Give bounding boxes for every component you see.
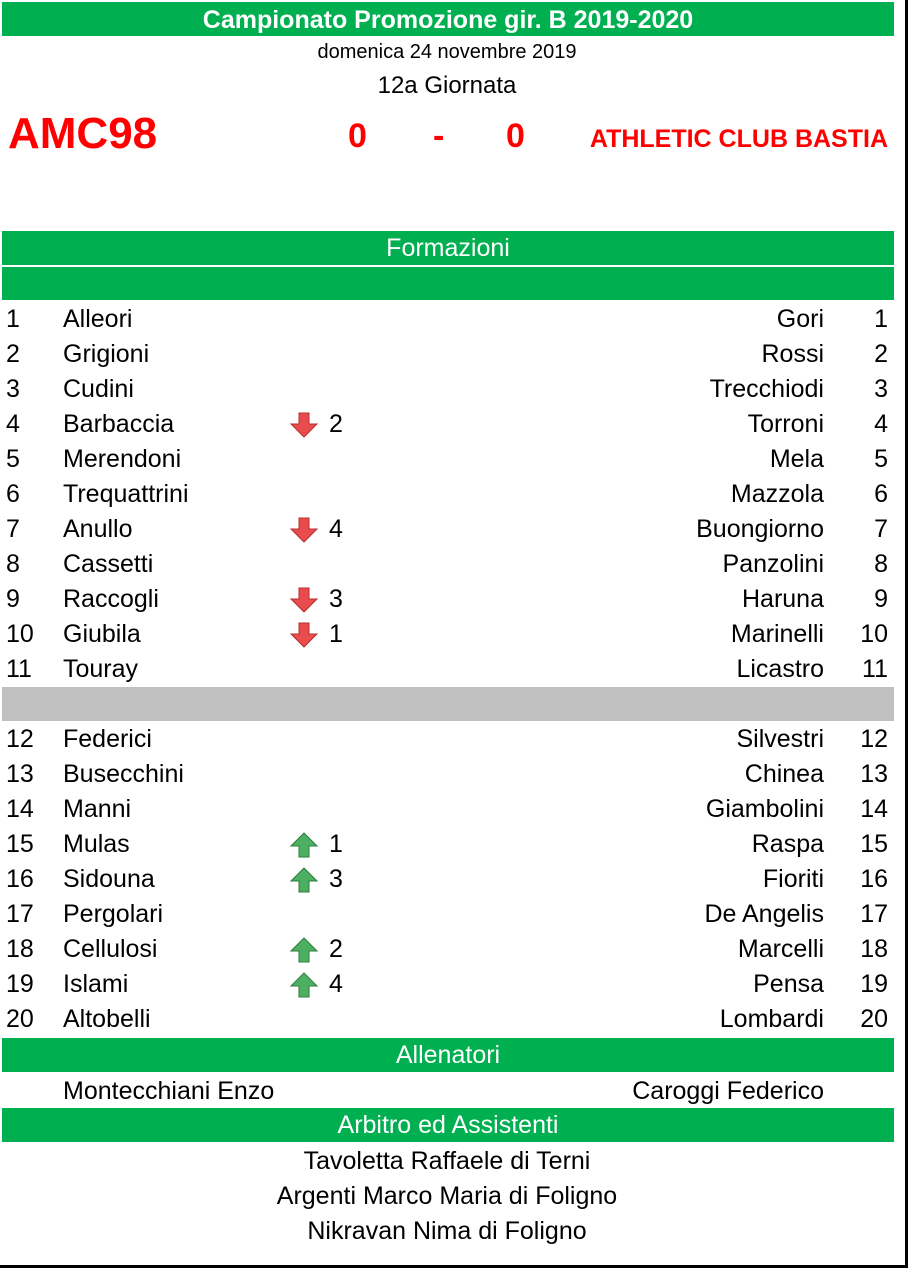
home-player-name: Touray [63, 655, 139, 683]
home-player-number: 19 [6, 970, 34, 998]
away-player-name: Licastro [736, 655, 824, 683]
substitution-number: 4 [329, 970, 343, 998]
away-player-name: Trecchiodi [709, 375, 824, 403]
home-player-name: Grigioni [63, 340, 150, 368]
home-coach: Montecchiani Enzo [63, 1077, 275, 1105]
match-round: 12a Giornata [377, 72, 517, 99]
away-player-number: 9 [874, 585, 888, 613]
home-player-name: Giubila [63, 620, 141, 648]
substitution-number: 2 [329, 935, 343, 963]
away-player-name: Lombardi [719, 1005, 824, 1033]
away-player-number: 10 [860, 620, 888, 648]
home-player-number: 2 [6, 340, 20, 368]
home-player-number: 14 [6, 795, 34, 823]
away-player-name: Torroni [747, 410, 824, 438]
away-player-number: 3 [874, 375, 888, 403]
home-player-number: 3 [6, 375, 20, 403]
home-player-number: 17 [6, 900, 34, 928]
home-player-name: Busecchini [63, 760, 184, 788]
away-player-name: Mela [769, 445, 824, 473]
assistant-referee-2: Nikravan Nima di Foligno [307, 1217, 587, 1245]
away-player-name: Marinelli [730, 620, 824, 648]
home-player-name: Sidouna [63, 865, 155, 893]
away-player-number: 18 [860, 935, 888, 963]
away-player-name: Raspa [751, 830, 824, 858]
lineup-separator [2, 687, 894, 721]
lineup-row [0, 302, 908, 337]
away-player-number: 2 [874, 340, 888, 368]
home-player-number: 13 [6, 760, 34, 788]
away-player-number: 20 [860, 1005, 888, 1033]
home-player-number: 16 [6, 865, 34, 893]
away-player-number: 15 [860, 830, 888, 858]
home-player-number: 4 [6, 410, 20, 438]
away-player-number: 7 [874, 515, 888, 543]
home-player-number: 20 [6, 1005, 34, 1033]
home-player-number: 6 [6, 480, 20, 508]
away-player-number: 1 [874, 305, 888, 333]
away-player-name: Mazzola [730, 480, 824, 508]
away-score: 0 [506, 117, 525, 155]
away-player-name: Giambolini [705, 795, 824, 823]
home-player-number: 1 [6, 305, 20, 333]
home-team-name: AMC98 [8, 109, 158, 158]
lineup-row [0, 652, 908, 687]
home-player-name: Anullo [63, 515, 133, 543]
championship-title: Campionato Promozione gir. B 2019-2020 [2, 2, 894, 36]
home-player-number: 12 [6, 725, 34, 753]
home-player-name: Cassetti [63, 550, 154, 578]
away-player-name: Panzolini [722, 550, 824, 578]
away-player-number: 14 [860, 795, 888, 823]
away-player-name: Silvestri [736, 725, 824, 753]
substitution-number: 3 [329, 585, 343, 613]
lineup-row [0, 372, 908, 407]
away-player-number: 8 [874, 550, 888, 578]
away-player-number: 19 [860, 970, 888, 998]
home-player-number: 9 [6, 585, 20, 613]
home-player-name: Pergolari [63, 900, 164, 928]
section-allenatori: Allenatori [2, 1038, 894, 1072]
home-player-number: 18 [6, 935, 34, 963]
away-player-name: Gori [776, 305, 824, 333]
home-player-name: Mulas [63, 830, 130, 858]
lineup-row [0, 512, 908, 547]
lineup-row [0, 722, 908, 757]
home-player-name: Federici [63, 725, 152, 753]
home-player-number: 10 [6, 620, 34, 648]
substitution-number: 3 [329, 865, 343, 893]
lineup-row [0, 337, 908, 372]
away-player-name: Fioriti [762, 865, 824, 893]
substitution-number: 4 [329, 515, 343, 543]
away-player-number: 13 [860, 760, 888, 788]
away-coach: Caroggi Federico [632, 1077, 824, 1105]
home-player-name: Trequattrini [63, 480, 189, 508]
away-player-name: Pensa [753, 970, 824, 998]
lineup-row [0, 967, 908, 1002]
lineup-row [0, 1002, 908, 1037]
score-separator: - [433, 117, 445, 155]
away-player-number: 16 [860, 865, 888, 893]
section-formazioni: Formazioni [2, 231, 894, 265]
away-player-name: Marcelli [737, 935, 824, 963]
away-player-number: 6 [874, 480, 888, 508]
home-player-number: 7 [6, 515, 20, 543]
lineup-row [0, 932, 908, 967]
lineup-row [0, 897, 908, 932]
away-player-name: Haruna [742, 585, 824, 613]
lineup-row [0, 582, 908, 617]
substitution-number: 1 [329, 830, 343, 858]
section-empty-band [2, 267, 894, 300]
home-player-name: Cudini [63, 375, 134, 403]
lineup-row [0, 792, 908, 827]
away-player-number: 5 [874, 445, 888, 473]
lineup-row [0, 477, 908, 512]
away-player-number: 12 [860, 725, 888, 753]
substitution-number: 2 [329, 410, 343, 438]
lineup-row [0, 757, 908, 792]
home-player-name: Manni [63, 795, 132, 823]
home-player-name: Islami [63, 970, 129, 998]
section-arbitri: Arbitro ed Assistenti [2, 1108, 894, 1142]
substitution-number: 1 [329, 620, 343, 648]
home-player-name: Altobelli [63, 1005, 151, 1033]
away-team-name: ATHLETIC CLUB BASTIA [589, 125, 888, 153]
match-date: domenica 24 novembre 2019 [317, 41, 577, 63]
home-player-number: 15 [6, 830, 34, 858]
away-player-number: 17 [860, 900, 888, 928]
home-score: 0 [348, 117, 367, 155]
away-player-name: Rossi [761, 340, 824, 368]
lineup-row [0, 547, 908, 582]
home-player-number: 8 [6, 550, 20, 578]
assistant-referee-1: Argenti Marco Maria di Foligno [276, 1182, 618, 1210]
home-player-number: 11 [6, 655, 32, 683]
away-player-number: 11 [862, 655, 888, 683]
away-player-name: Chinea [744, 760, 824, 788]
referee: Tavoletta Raffaele di Terni [303, 1147, 591, 1175]
away-player-number: 4 [874, 410, 888, 438]
home-player-name: Barbaccia [63, 410, 175, 438]
lineup-row [0, 407, 908, 442]
home-player-name: Alleori [63, 305, 133, 333]
away-player-name: De Angelis [704, 900, 824, 928]
home-player-name: Raccogli [63, 585, 159, 613]
lineup-row [0, 862, 908, 897]
home-player-name: Cellulosi [63, 935, 158, 963]
away-player-name: Buongiorno [696, 515, 824, 543]
lineup-row [0, 827, 908, 862]
home-player-number: 5 [6, 445, 20, 473]
lineup-row [0, 442, 908, 477]
lineup-row [0, 617, 908, 652]
home-player-name: Merendoni [63, 445, 182, 473]
